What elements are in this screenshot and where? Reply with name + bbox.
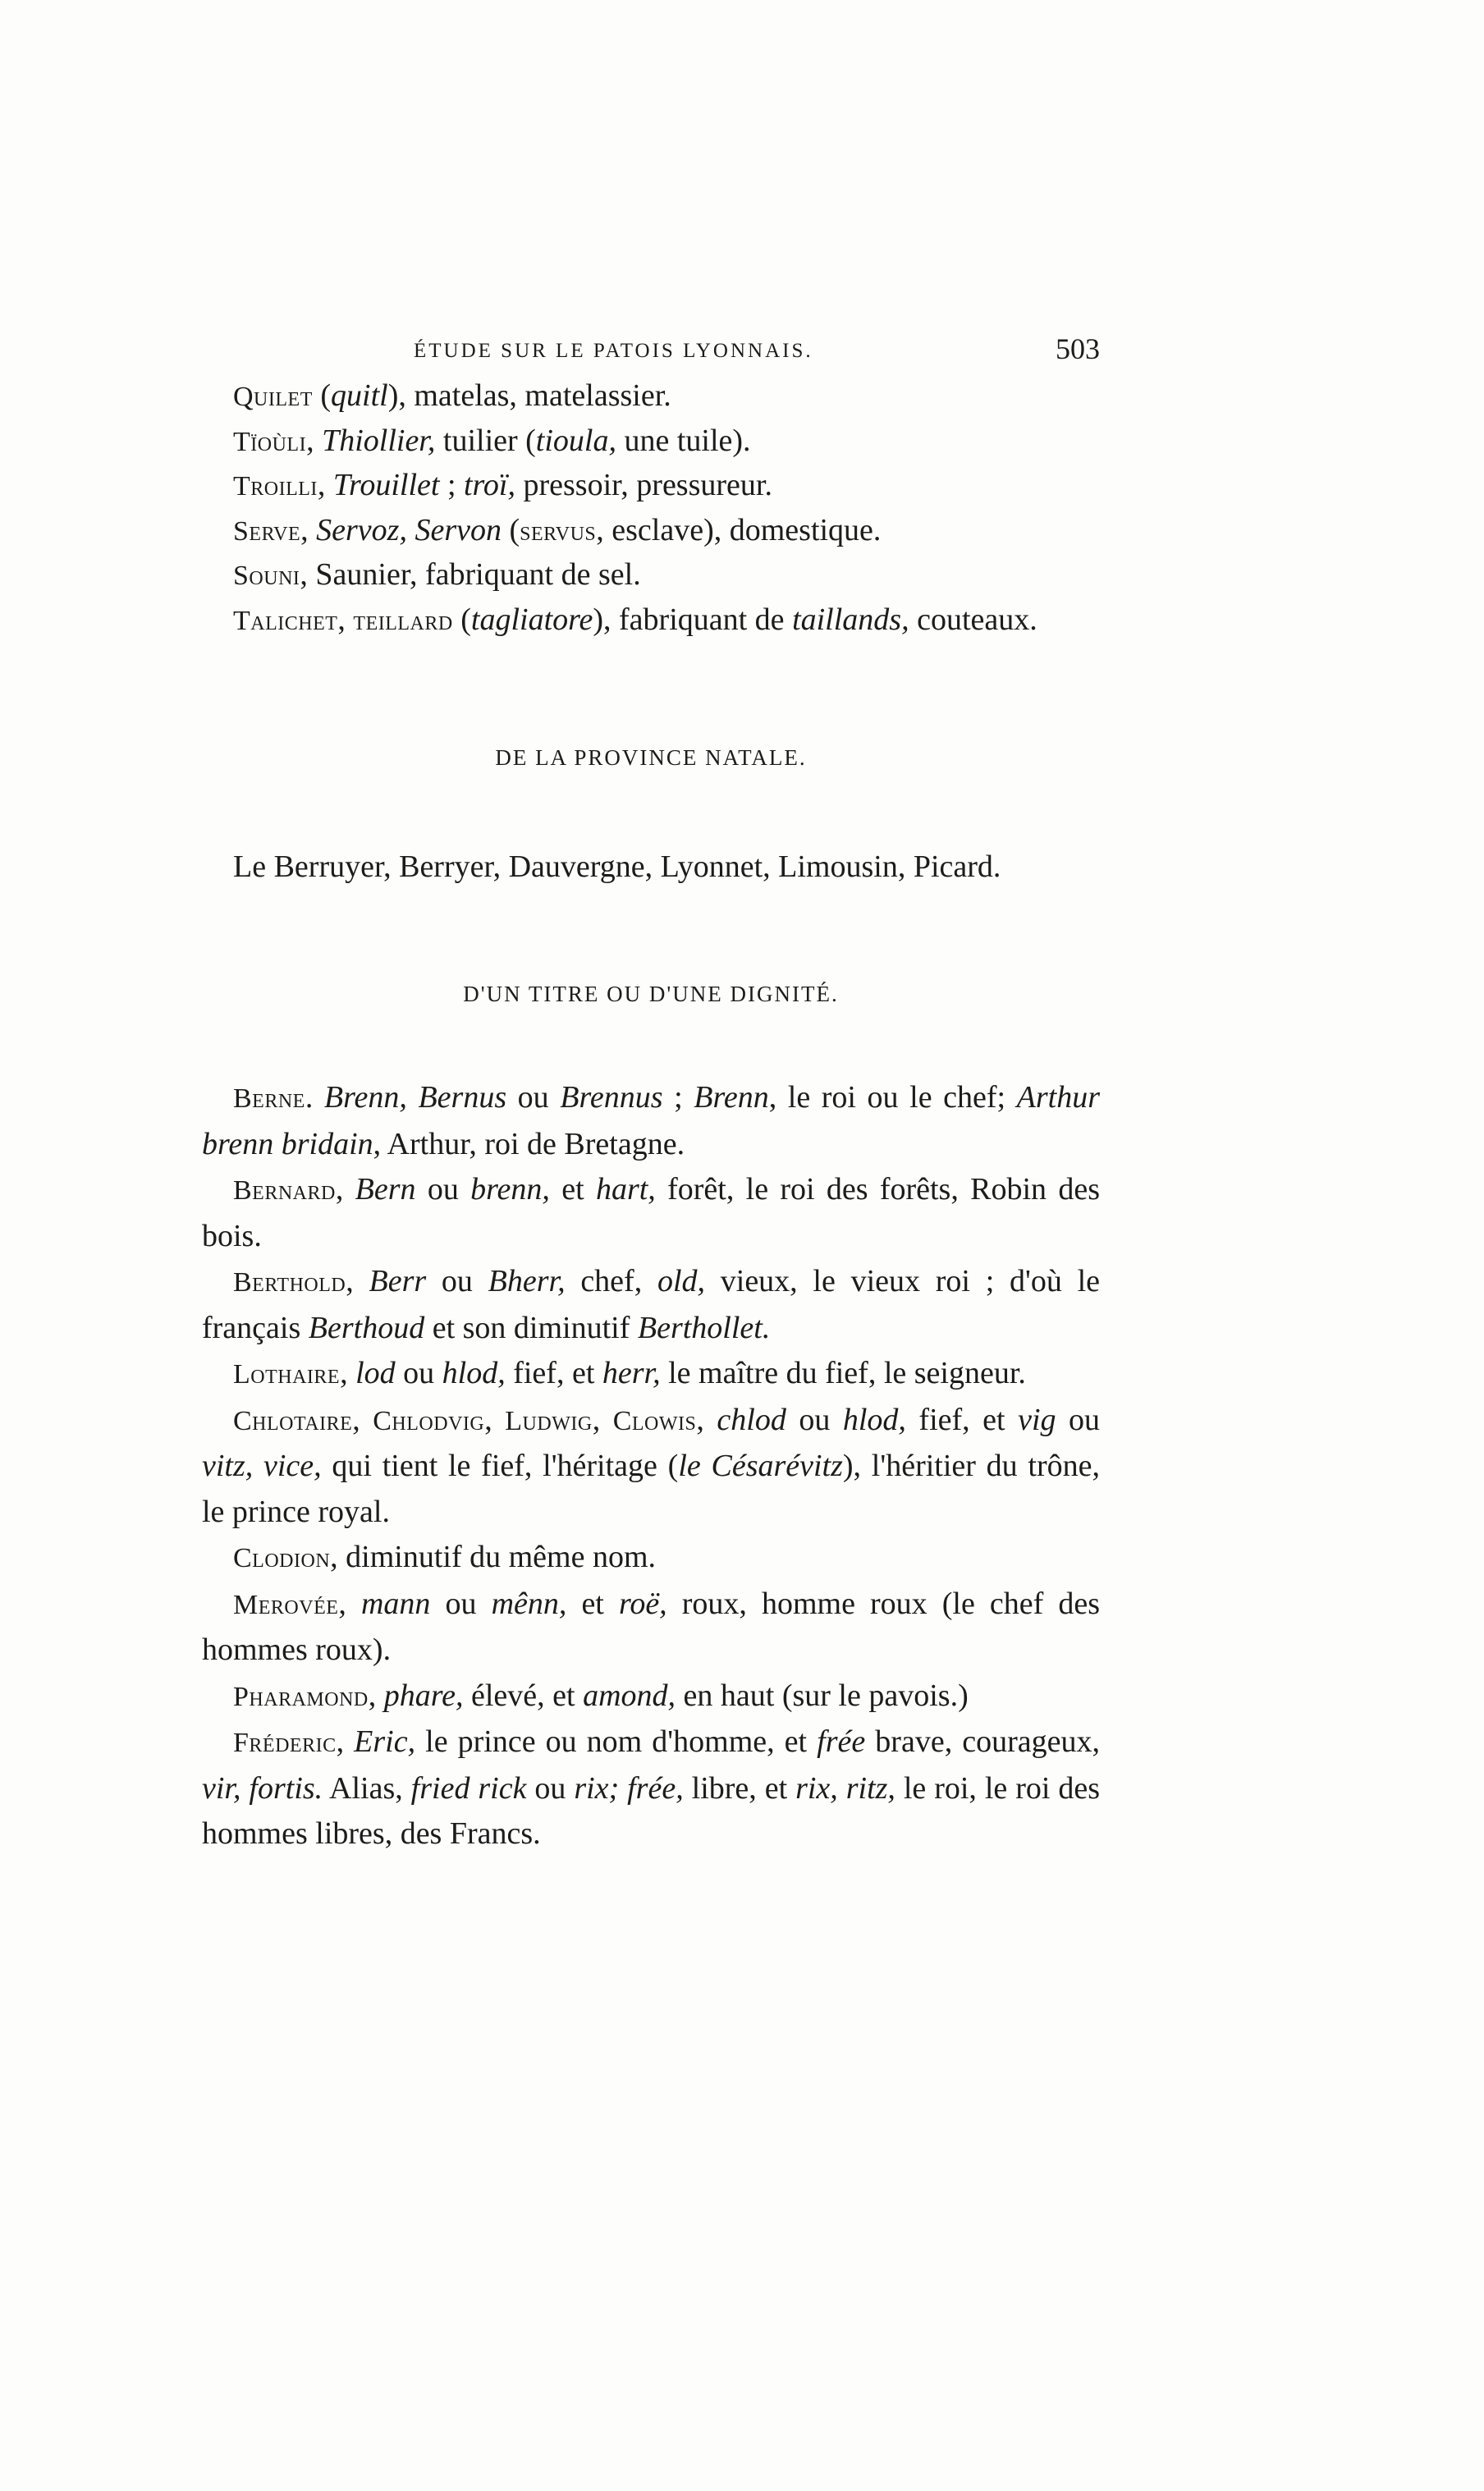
entry-text: , — [300, 512, 317, 547]
entry-italic-term: rix, ritz, — [795, 1770, 895, 1806]
entry-text: qui tient le fief, l'héritage ( — [321, 1449, 679, 1483]
entry-text: , diminutif du même nom. — [330, 1540, 657, 1574]
running-head-title: ÉTUDE SUR LE PATOIS LYONNAIS. — [414, 340, 813, 362]
entry-text: Chlodvig — [373, 1405, 485, 1436]
entry-text: , esclave), domestique. — [596, 512, 882, 547]
entry-text: ( — [452, 602, 471, 637]
entry-headword: Berne — [233, 1083, 305, 1114]
entry-text: en haut (sur le pavois.) — [676, 1678, 969, 1713]
entry-text: , — [338, 1586, 361, 1621]
entry-headword: Tïoùli — [233, 426, 307, 457]
entry-italic-term: roë, — [618, 1586, 667, 1621]
entry-text: une tuile). — [616, 423, 751, 458]
entry-text: , — [336, 1724, 355, 1759]
dictionary-entry — [202, 464, 1100, 509]
entry-text: fief, et — [905, 1402, 1019, 1437]
entry-text: et son diminutif — [424, 1310, 638, 1345]
entry-italic-term: Bern — [355, 1172, 416, 1207]
entry-italic-term: lod — [355, 1356, 396, 1390]
section-heading-titre: D'UN TITRE OU D'UNE DIGNITÉ. — [463, 982, 839, 1006]
entry-italic-term: frée — [817, 1724, 866, 1759]
entry-text: ), l'héritier du trône, le prince royal. — [202, 1449, 1100, 1529]
section-heading-province: DE LA PROVINCE NATALE. — [495, 745, 807, 770]
entry-italic-term: Eric, — [354, 1724, 416, 1759]
entry-text: , — [592, 1402, 613, 1437]
dictionary-entry — [202, 1351, 1100, 1398]
entry-headword: Merovée — [233, 1589, 339, 1620]
entry-text: ou — [395, 1356, 442, 1390]
entry-text: tuilier ( — [435, 423, 536, 458]
entry-text: , — [368, 1678, 384, 1713]
entry-text: , Saunier, fabriquant de sel. — [300, 557, 641, 592]
entry-italic-term: tioula, — [535, 423, 616, 458]
entry-text: ), matelas, matelassier. — [387, 378, 671, 413]
entry-text: élevé, et — [463, 1678, 584, 1713]
entry-italic-term: Berthollet. — [637, 1310, 771, 1345]
entry-text: . — [305, 1080, 324, 1115]
dictionary-entry — [202, 509, 1100, 554]
entry-headword: Chlotaire — [233, 1405, 353, 1436]
dictionary-entry — [202, 1674, 1100, 1720]
entry-italic-term: Berr — [369, 1264, 427, 1298]
entry-text: , — [340, 1356, 356, 1390]
entry-text: couteaux. — [909, 602, 1037, 637]
dictionary-entry — [202, 1398, 1100, 1536]
province-text: Le Berruyer, Berryer, Dauvergne, Lyonnet, Limousin, Picard. — [233, 849, 1001, 884]
entry-italic-term: quitl — [331, 378, 388, 413]
entry-headword: Quilet — [233, 382, 313, 412]
entry-headword: Clodion — [233, 1543, 331, 1573]
entry-text: ou — [415, 1172, 471, 1207]
entry-text: pressoir, pressureur. — [515, 468, 772, 502]
entry-italic-term: phare, — [383, 1678, 464, 1713]
entry-text: ), fabriquant de — [593, 602, 793, 637]
dictionary-entry — [202, 553, 1100, 598]
entry-text: ou — [786, 1402, 843, 1437]
entry-text: le roi, le roi des hommes libres, des Francs. — [202, 1770, 1101, 1851]
entry-text: le prince ou nom d'homme, et — [415, 1724, 818, 1759]
entry-italic-term: Brennus — [560, 1080, 663, 1115]
dictionary-entry — [202, 598, 1100, 643]
entry-italic-term: chlod — [717, 1402, 786, 1437]
entry-text: , — [306, 423, 323, 458]
entry-text: le maître du fief, le seigneur. — [660, 1356, 1026, 1390]
entry-text: ou — [506, 1080, 561, 1115]
entry-italic-term: amond, — [583, 1678, 676, 1713]
province-paragraph — [202, 845, 1100, 889]
entry-text: , le roi ou le chef; — [768, 1080, 1017, 1115]
dictionary-entry — [202, 1535, 1100, 1582]
entry-headword: Pharamond — [233, 1681, 369, 1712]
dictionary-entry — [202, 1582, 1100, 1674]
entry-italic-term: old, — [657, 1264, 706, 1298]
entry-italic-term: le Césarévitz — [678, 1449, 843, 1483]
entry-italic-term: mann — [360, 1586, 431, 1621]
entry-italic-term: vitz, vice, — [202, 1449, 322, 1483]
entry-text: , — [484, 1402, 506, 1437]
entry-text: fief, et — [505, 1356, 602, 1390]
entry-text: ou — [430, 1586, 492, 1621]
entry-italic-term: taillands, — [792, 602, 909, 637]
entry-italic-term: Trouillet — [332, 468, 440, 502]
dictionary-entry — [202, 1259, 1100, 1351]
entry-text: brave, courageux, — [865, 1724, 1101, 1759]
entry-text: teillard — [353, 605, 453, 636]
dictionary-entry — [202, 1075, 1100, 1167]
entry-text: roux, homme roux (le chef des hommes roux). — [202, 1586, 1100, 1667]
entry-italic-term: Thiollier, — [322, 423, 436, 458]
entry-italic-term: rix; frée, — [574, 1770, 684, 1806]
entry-text: Ludwig — [505, 1405, 593, 1436]
entry-text: servus — [520, 515, 597, 547]
entry-text: ( — [312, 378, 332, 413]
entry-italic-term: vir, fortis. — [202, 1770, 323, 1806]
entry-text: , — [696, 1402, 717, 1437]
entry-italic-term: Servoz, Servon — [316, 512, 502, 547]
entry-text: , — [335, 1172, 355, 1207]
entry-italic-term: Brenn — [694, 1080, 769, 1115]
entry-italic-term: vig — [1018, 1402, 1056, 1437]
dictionary-entry — [202, 1167, 1100, 1259]
entry-headword: Lothaire — [233, 1359, 341, 1390]
entry-text: Alias, — [323, 1770, 411, 1806]
entry-text: , — [317, 468, 333, 502]
dictionary-entry — [202, 374, 1100, 419]
entry-italic-term: herr, — [602, 1356, 661, 1390]
entry-text: , Arthur, roi de Bretagne. — [373, 1126, 685, 1161]
entry-italic-term: Berthoud — [308, 1310, 425, 1345]
dictionary-entry — [202, 1719, 1100, 1857]
entry-text: ; — [439, 468, 464, 502]
entry-text: ; — [662, 1080, 694, 1115]
dictionary-entry — [202, 419, 1100, 465]
titles-entries — [202, 1075, 1100, 1857]
entry-italic-term: Arthur brenn bridain — [202, 1080, 1101, 1161]
running-head — [202, 330, 1100, 376]
entry-italic-term: tagliatore — [470, 602, 593, 637]
trades-entries — [202, 374, 1100, 643]
entry-text: libre, et — [683, 1770, 796, 1806]
entry-headword: Troilli — [233, 471, 318, 501]
entry-italic-term: troï, — [464, 468, 515, 502]
entry-headword: Souni — [233, 561, 300, 591]
entry-text: forêt, le roi des forêts, Robin des bois. — [202, 1172, 1101, 1253]
entry-italic-term: mênn, — [491, 1586, 567, 1621]
entry-italic-term: hart, — [595, 1172, 656, 1207]
entry-text: ou — [526, 1770, 575, 1806]
entry-text: et — [549, 1172, 596, 1207]
page-number: 503 — [1056, 332, 1100, 365]
entry-text: Clowis — [612, 1405, 697, 1436]
entry-headword: Serve — [233, 515, 301, 547]
entry-headword: Fréderic — [233, 1728, 337, 1758]
entry-text: , — [346, 1264, 369, 1298]
entry-text: vieux, le vieux roi ; d'où le français — [202, 1264, 1101, 1345]
entry-headword: Talichet — [233, 605, 338, 636]
entry-text: chef, — [565, 1264, 657, 1298]
entry-italic-term: hlod, — [842, 1402, 906, 1437]
entry-italic-term: hlod, — [442, 1356, 506, 1390]
entry-headword: Berthold — [233, 1267, 346, 1298]
entry-italic-term: fried rick — [410, 1770, 527, 1806]
entry-text: , — [337, 602, 354, 637]
entry-italic-term: brenn, — [470, 1172, 550, 1207]
entry-text: ( — [502, 512, 520, 547]
entry-text: , — [352, 1402, 373, 1437]
entry-text: ou — [1056, 1402, 1101, 1437]
entry-headword: Bernard — [233, 1175, 336, 1206]
entry-italic-term: Brenn, Bernus — [323, 1080, 507, 1115]
entry-text: et — [566, 1586, 619, 1621]
entry-text: ou — [426, 1264, 488, 1298]
entry-italic-term: Bherr, — [488, 1264, 566, 1298]
